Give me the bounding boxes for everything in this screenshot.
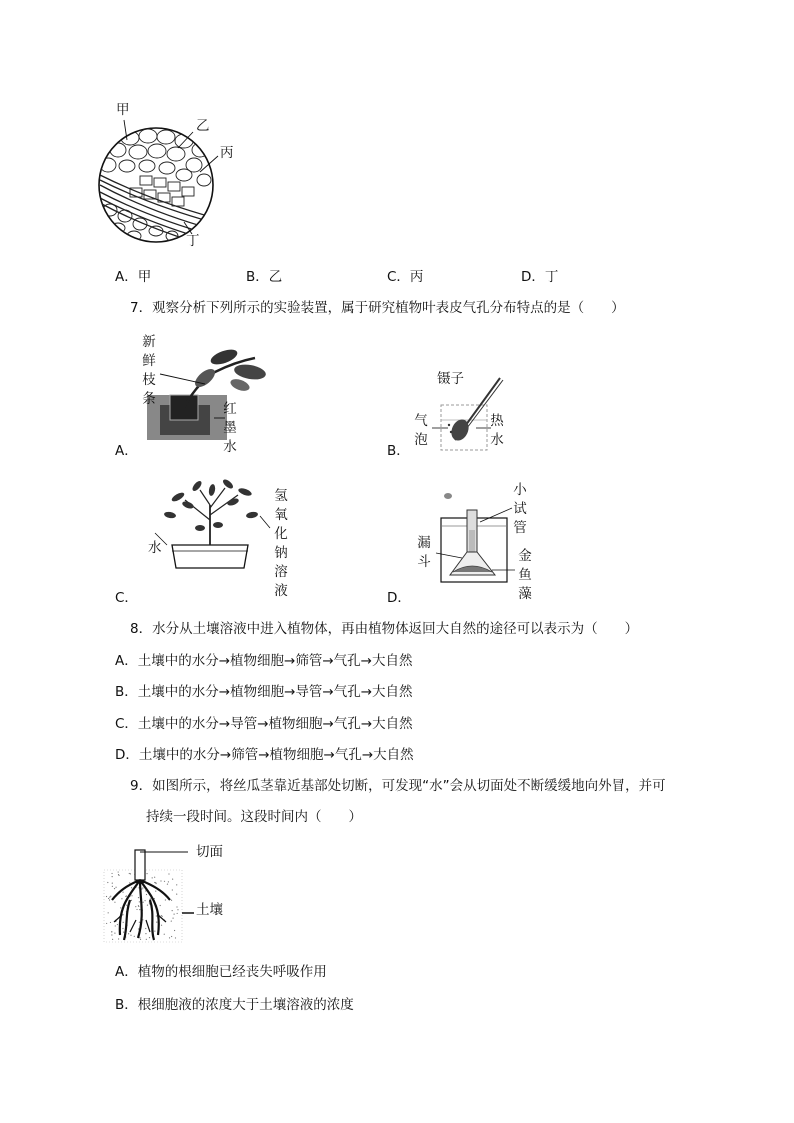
soil-speckle [136,909,137,910]
soil-speckle [139,909,140,910]
soil-speckle [176,884,177,885]
soil-speckle [154,882,155,883]
soil-speckle [123,922,124,923]
soil-speckle [120,907,121,908]
soil-speckle [106,896,107,897]
soil-speckle [154,877,155,878]
soil-speckle [126,895,127,896]
label-soil: 土壤 [196,902,223,918]
soil-speckle [146,894,147,895]
soil-speckle [111,873,112,874]
soil-speckle [107,882,108,883]
soil-speckle [156,922,157,923]
label-hot-water: 热水 [490,413,504,448]
q8-option-b[interactable]: B．土壤中的水分→植物细胞→导管→气孔→大自然 [115,684,413,700]
soil-speckle [138,928,139,929]
q7-option-d[interactable]: D． [387,590,411,606]
soil-speckle [165,899,166,900]
label-ding: 丁 [186,233,200,249]
soil-speckle [114,888,115,889]
soil-speckle [114,902,115,903]
soil-speckle [172,910,173,911]
soil-speckle [176,906,177,907]
soil-speckle [146,873,147,874]
soil-speckle [173,914,174,915]
soil-speckle [161,915,162,916]
soil-speckle [106,923,107,924]
soil-speckle [145,933,146,934]
label-red-ink: 红墨水 [223,401,237,455]
soil-speckle [146,939,147,940]
soil-speckle [145,928,146,929]
q9-option-b[interactable]: B．根细胞液的浓度大于土壤溶液的浓度 [115,997,354,1013]
soil-speckle [176,893,177,894]
soil-speckle [112,939,113,940]
label-fresh-branch: 新鲜枝条 [142,334,156,407]
q8-option-c[interactable]: C．土壤中的水分→导管→植物细胞→气孔→大自然 [115,716,413,732]
soil-speckle [122,928,123,929]
label-small-tube: 小试管 [513,482,527,536]
q8-stem: 8．水分从土壤溶液中进入植物体，再由植物体返回大自然的途径可以表示为（ ） [130,621,639,637]
soil-speckle [118,874,119,875]
q6-option-d[interactable]: D．丁 [521,269,559,285]
label-bubble: 气泡 [414,413,428,448]
soil-speckle [130,873,131,874]
label-tweezers: 镊子 [437,371,464,387]
soil-speckle [129,873,130,874]
label-funnel: 漏斗 [417,535,431,570]
soil-speckle [114,933,115,934]
soil-speckle [130,935,131,936]
q8-option-d[interactable]: D．土壤中的水分→筛管→植物细胞→气孔→大自然 [115,747,414,763]
soil-speckle [152,877,153,878]
soil-speckle [131,900,132,901]
q6-option-b[interactable]: B．乙 [246,269,283,285]
soil-speckle [122,914,123,915]
soil-speckle [112,876,113,877]
label-jia: 甲 [116,102,130,118]
soil-speckle [141,888,142,889]
soil-speckle [147,905,148,906]
soil-speckle [169,937,170,938]
label-water: 水 [148,540,162,556]
soil-speckle [140,939,141,940]
label-yi: 乙 [196,118,210,134]
soil-speckle [111,934,112,935]
soil-speckle [144,900,145,901]
soil-speckle [118,938,119,939]
soil-speckle [138,905,139,906]
soil-speckle [171,936,172,937]
soil-speckle [160,905,161,906]
soil-speckle [160,880,161,881]
soil-speckle [168,881,169,882]
soil-speckle [155,890,156,891]
soil-speckle [108,898,109,899]
soil-speckle [110,922,111,923]
label-naoh-solution: 氢氧化钠溶液 [274,488,288,599]
soil-speckle [143,902,144,903]
soil-speckle [139,922,140,923]
q8-option-a[interactable]: A．土壤中的水分→植物细胞→筛管→气孔→大自然 [115,653,413,669]
soil-speckle [115,925,116,926]
soil-speckle [172,889,173,890]
soil-speckle [155,883,156,884]
soil-speckle [156,915,157,916]
soil-speckle [172,879,173,880]
soil-speckle [109,899,110,900]
q9-option-a[interactable]: A．植物的根细胞已经丧失呼吸作用 [115,964,327,980]
soil-speckle [139,901,140,902]
soil-speckle [161,925,162,926]
soil-speckle [168,873,169,874]
soil-speckle [110,896,111,897]
q6-option-c[interactable]: C．丙 [387,269,424,285]
soil-speckle [138,897,139,898]
q7-option-c[interactable]: C． [115,590,138,606]
soil-speckle [122,892,123,893]
q7-option-a[interactable]: A． [115,443,138,459]
soil-speckle [164,934,165,935]
soil-speckle [115,887,116,888]
soil-speckle [121,898,122,899]
soil-speckle [112,886,113,887]
soil-speckle [109,896,110,897]
soil-speckle [123,932,124,933]
soil-speckle [131,895,132,896]
soil-speckle [171,920,172,921]
label-bing: 丙 [220,145,234,161]
q9-stem-line2: 持续一段时间。这段时间内（ ） [146,809,362,825]
q9-stem-line1: 9．如图所示，将丝瓜茎靠近基部处切断，可发现“水”会从切面处不断缓缓地向外冒，并可 [130,778,666,794]
soil-speckle [131,887,132,888]
soil-speckle [177,913,178,914]
label-cut-surface: 切面 [196,844,223,860]
soil-speckle [167,884,168,885]
soil-speckle [150,898,151,899]
q7-stem: 7．观察分析下列所示的实验装置，属于研究植物叶表皮气孔分布特点的是（ ） [130,300,625,316]
soil-speckle [175,937,176,938]
soil-speckle [139,937,140,938]
soil-speckle [111,931,112,932]
soil-speckle [118,871,119,872]
soil-speckle [129,882,130,883]
soil-speckle [117,924,118,925]
label-goldfish-algae: 金鱼藻 [518,548,532,602]
soil-speckle [172,917,173,918]
soil-speckle [126,905,127,906]
soil-speckle [135,906,136,907]
soil-speckle [142,887,143,888]
soil-speckle [154,931,155,932]
soil-speckle [112,882,113,883]
soil-speckle [128,933,129,934]
soil-speckle [174,930,175,931]
soil-speckle [162,916,163,917]
soil-speckle [171,900,172,901]
q7-option-b[interactable]: B． [387,443,410,459]
soil-speckle [177,909,178,910]
soil-speckle [134,936,135,937]
soil-speckle [108,912,109,913]
q6-option-a[interactable]: A．甲 [115,269,152,285]
soil-speckle [149,937,150,938]
soil-speckle [164,881,165,882]
